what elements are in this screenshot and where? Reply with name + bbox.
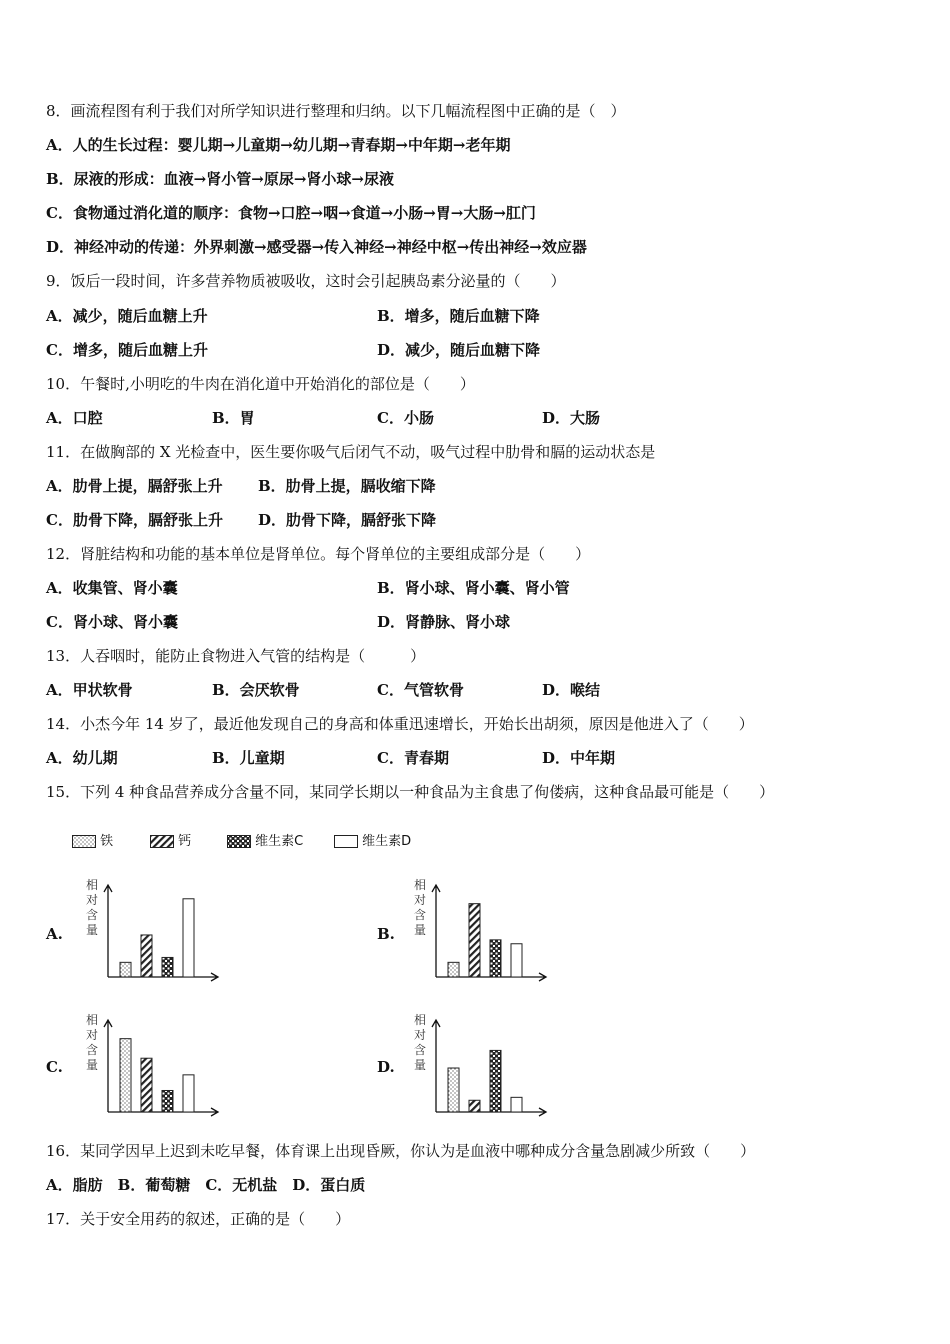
chart-b-label: B.	[377, 925, 395, 943]
chart-a-label: A.	[46, 925, 63, 943]
q14-option-a: A．幼儿期	[46, 749, 118, 767]
q12-option-b: B．肾小球、肾小囊、肾小管	[377, 579, 570, 597]
legend-calcium	[150, 830, 191, 849]
chart-b-bar-vitamin-c	[490, 940, 501, 977]
q9-option-c: C．增多，随后血糖上升	[46, 341, 208, 359]
q8-option-b: B．尿液的形成：血液→肾小管→原尿→肾小球→尿液	[46, 170, 394, 188]
chart-b-bar-iron	[448, 962, 459, 977]
chart-b	[408, 875, 558, 990]
q13-option-b: B．会厌软骨	[212, 681, 300, 699]
q8-option-a: A．人的生长过程：婴儿期→儿童期→幼儿期→青春期→中年期→老年期	[46, 136, 511, 154]
chart-d-ylabel-char: 对	[414, 1028, 427, 1042]
q8-stem: 8．画流程图有利于我们对所学知识进行整理和归纳。以下几幅流程图中正确的是（ ）	[46, 102, 626, 120]
chart-c	[80, 1010, 230, 1125]
legend-iron	[72, 830, 113, 849]
chart-b-ylabel-char: 含	[414, 908, 427, 922]
chart-d-bar-vitamin-d	[511, 1097, 522, 1112]
q10-option-c: C．小肠	[377, 409, 434, 427]
q11-option-a: A．肋骨上提，膈舒张上升	[46, 477, 223, 495]
q12-option-a: A．收集管、肾小囊	[46, 579, 178, 597]
chart-c-bar-iron	[120, 1039, 131, 1112]
q9-option-a: A．减少，随后血糖上升	[46, 307, 208, 325]
chart-c-bar-vitamin-d	[183, 1075, 194, 1112]
chart-c-bar-calcium	[141, 1058, 152, 1112]
chart-b-ylabel-char: 量	[414, 923, 427, 937]
chart-c-ylabel-char: 相	[86, 1013, 99, 1027]
q17-stem: 17．关于安全用药的叙述，正确的是（ ）	[46, 1210, 351, 1228]
q9-stem: 9．饭后一段时间，许多营养物质被吸收，这时会引起胰岛素分泌量的（ ）	[46, 272, 566, 290]
q8-option-c: C．食物通过消化道的顺序：食物→口腔→咽→食道→小肠→胃→大肠→肛门	[46, 204, 536, 222]
chart-d-bar-vitamin-c	[490, 1050, 501, 1112]
chart-a	[80, 875, 230, 990]
q15-stem: 15．下列 4 种食品营养成分含量不同，某同学长期以一种食品为主食患了佝偻病，这种食品最可能是（ ）	[46, 783, 775, 801]
legend-calcium-label: 钙	[178, 834, 192, 849]
q11-option-c: C．肋骨下降，膈舒张上升	[46, 511, 223, 529]
q13-option-d: D．喉结	[542, 681, 601, 699]
chart-a-ylabel-char: 相	[86, 878, 99, 892]
q12-option-d: D．肾静脉、肾小球	[377, 613, 511, 631]
q9-option-b: B．增多，随后血糖下降	[377, 307, 540, 325]
q13-stem: 13．人吞咽时，能防止食物进入气管的结构是（ ）	[46, 647, 426, 665]
q14-option-d: D．中年期	[542, 749, 616, 767]
chart-b-bar-vitamin-d	[511, 944, 522, 977]
q10-option-b: B．胃	[212, 409, 255, 427]
q16-stem: 16．某同学因早上迟到未吃早餐，体育课上出现昏厥，你认为是血液中哪种成分含量急剧减少所致（ ）	[46, 1142, 756, 1160]
legend-vitamin-c-label: 维生素C	[255, 834, 304, 849]
chart-b-ylabel-char: 对	[414, 893, 427, 907]
chart-d	[408, 1010, 558, 1125]
q11-option-b: B．肋骨上提，膈收缩下降	[258, 477, 436, 495]
legend-vitamin-d-label: 维生素D	[362, 834, 412, 849]
chart-a-ylabel-char: 含	[86, 908, 99, 922]
chart-c-bar-vitamin-c	[162, 1090, 173, 1112]
chart-a-y-axis	[104, 885, 112, 977]
q11-stem: 11．在做胸部的 X 光检查中，医生要你吸气后闭气不动，吸气过程中肋骨和膈的运动状态是	[46, 443, 656, 461]
chart-d-y-axis	[432, 1020, 440, 1112]
chart-c-y-axis	[104, 1020, 112, 1112]
q10-option-a: A．口腔	[46, 409, 103, 427]
q13-option-a: A．甲状软骨	[46, 681, 133, 699]
q11-option-d: D．肋骨下降，膈舒张下降	[258, 511, 437, 529]
chart-d-bar-iron	[448, 1068, 459, 1112]
chart-a-ylabel-char: 量	[86, 923, 99, 937]
chart-d-label: D.	[377, 1058, 395, 1076]
q12-option-c: C．肾小球、肾小囊	[46, 613, 178, 631]
legend-vitamin-d	[334, 830, 411, 849]
chart-c-ylabel-char: 含	[86, 1043, 99, 1057]
chart-d-ylabel-char: 含	[414, 1043, 427, 1057]
chart-d-ylabel-char: 量	[414, 1058, 427, 1072]
q13-option-c: C．气管软骨	[377, 681, 464, 699]
chart-c-label: C.	[46, 1058, 63, 1076]
q14-stem: 14．小杰今年 14 岁了，最近他发现自己的身高和体重迅速增长，开始长出胡须，原因是他进入了（ ）	[46, 715, 754, 733]
legend-iron-label: 铁	[100, 834, 114, 849]
q14-option-c: C．青春期	[377, 749, 449, 767]
legend-vitamin-c	[227, 830, 303, 849]
chart-a-bar-iron	[120, 962, 131, 977]
chart-b-ylabel-char: 相	[414, 878, 427, 892]
chart-c-ylabel-char: 对	[86, 1028, 99, 1042]
q8-option-d: D．神经冲动的传递：外界刺激→感受器→传入神经→神经中枢→传出神经→效应器	[46, 238, 587, 256]
chart-d-ylabel-char: 相	[414, 1013, 427, 1027]
q10-option-d: D．大肠	[542, 409, 601, 427]
chart-b-y-axis	[432, 885, 440, 977]
chart-a-bar-vitamin-d	[183, 899, 194, 977]
chart-d-bar-calcium	[469, 1100, 480, 1112]
q10-stem: 10．午餐时,小明吃的牛肉在消化道中开始消化的部位是（ ）	[46, 375, 475, 393]
q14-option-b: B．儿童期	[212, 749, 285, 767]
q12-stem: 12．肾脏结构和功能的基本单位是肾单位。每个肾单位的主要组成部分是（ ）	[46, 545, 591, 563]
chart-c-ylabel-char: 量	[86, 1058, 99, 1072]
q9-option-d: D．减少，随后血糖下降	[377, 341, 541, 359]
chart-a-bar-calcium	[141, 935, 152, 977]
q16-options: A．脂肪 B．葡萄糖 C．无机盐 D．蛋白质	[46, 1176, 366, 1194]
chart-a-ylabel-char: 对	[86, 893, 99, 907]
chart-b-bar-calcium	[469, 904, 480, 977]
chart-a-bar-vitamin-c	[162, 957, 173, 977]
